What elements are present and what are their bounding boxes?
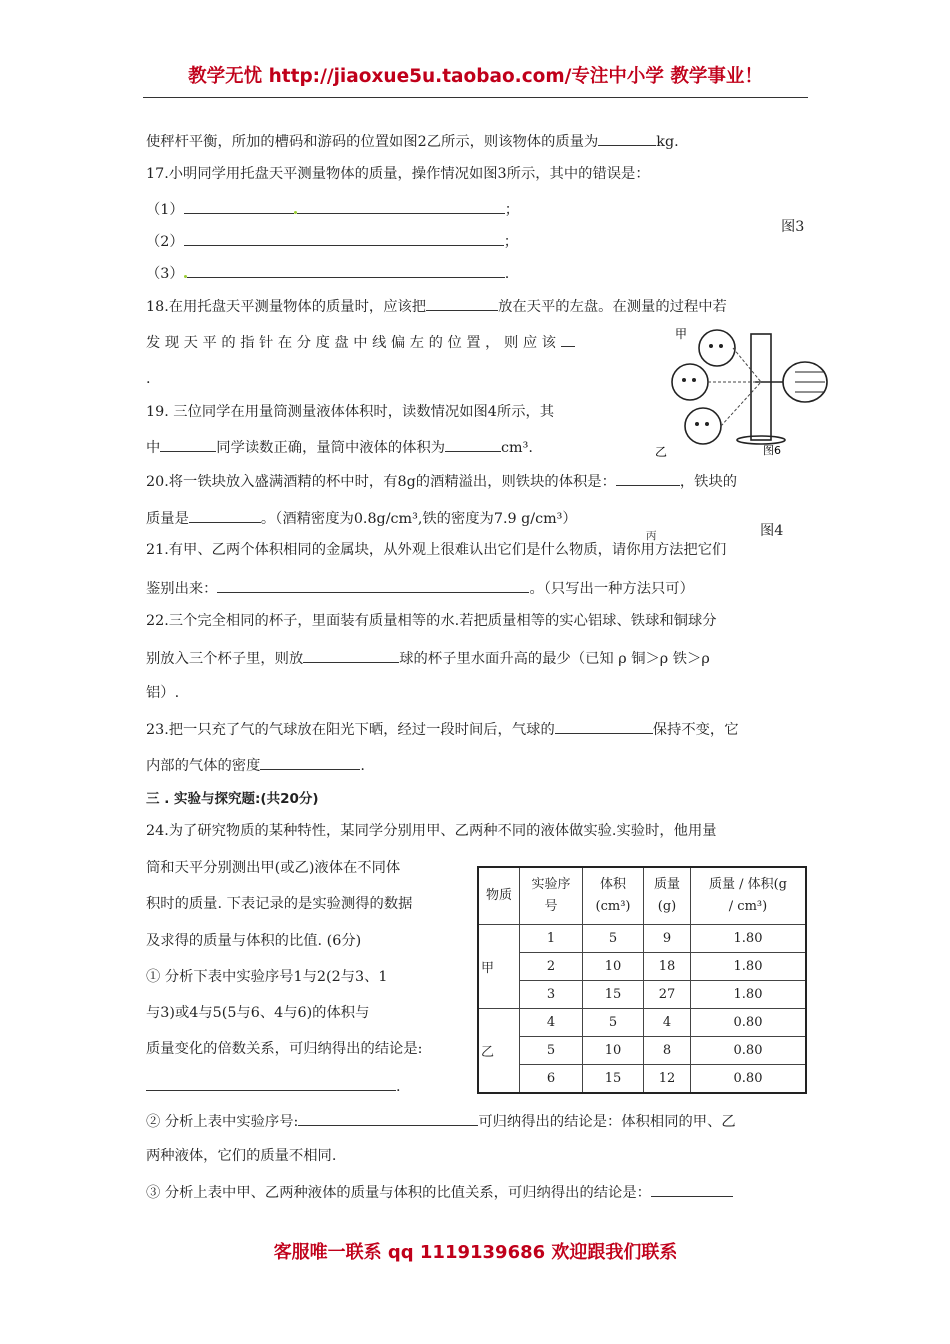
cell: 15: [583, 1065, 644, 1094]
table-row: [478, 1037, 806, 1065]
cell: 8: [644, 1037, 691, 1065]
cell: 4: [644, 1009, 691, 1037]
graduated-cylinder: [751, 334, 771, 440]
cell: 5: [583, 925, 644, 953]
q17-blank-2: （2） ；: [146, 231, 518, 251]
table-row: [478, 981, 806, 1009]
question-24-item-2-line2: 两种液体，它们的质量不相同.: [146, 1148, 337, 1164]
section-3-title: 三 . 实验与探究题:(共20分): [146, 791, 319, 807]
table-row: [478, 953, 806, 981]
question-23-line2: 内部的气体的密度 .: [146, 755, 365, 775]
cell: 5: [520, 1037, 583, 1065]
face-jia: [699, 330, 735, 366]
line-16-end: 使秤杆平衡，所加的槽码和游码的位置如图2乙所示，则该物体的质量为 kg.: [146, 131, 679, 151]
question-20-line1: 20.将一铁块放入盛满酒精的杯中时，有8g的酒精溢出，则铁块的体积是： ，铁块的: [146, 471, 737, 491]
cell: 10: [583, 1037, 644, 1065]
question-24-item-2-line1: ② 分析上表中实验序号: 可归纳得出的结论是：体积相同的甲、乙: [146, 1111, 736, 1131]
header-volume: 体积 (cm³): [583, 867, 644, 925]
figure-4-label: 图4: [760, 523, 784, 539]
label-bing: 丙: [646, 530, 657, 542]
question-18-end: .: [146, 371, 151, 387]
question-24-item-3: ③ 分析上表中甲、乙两种液体的质量与体积的比值关系，可归纳得出的结论是：: [146, 1182, 733, 1202]
question-22-line2: 别放入三个杯子里，则放 球的杯子里水面升高的最少（已知 ρ 铜＞ρ 铁＞ρ: [146, 648, 710, 668]
cell: 15: [583, 981, 644, 1009]
question-24-line6: 与3)或4与5(5与6、4与6)的体积与: [146, 1005, 370, 1021]
label-jia: 甲: [675, 327, 688, 341]
question-19-line2: 中 同学读数正确，量筒中液体的体积为 cm³.: [146, 437, 533, 457]
question-21-line2: 鉴别出来： 。（只写出一种方法只可）: [146, 578, 694, 598]
cell: 4: [520, 1009, 583, 1037]
question-24-line3: 积时的质量. 下表记录的是实验测得的数据: [146, 896, 413, 912]
experiment-data-table: [477, 866, 807, 1094]
table-row: [478, 925, 806, 953]
question-19-line1: 19. 三位同学在用量筒测量液体体积时，读数情况如图4所示，其: [146, 404, 555, 420]
question-18-line2: 发 现 天 平 的 指 针 在 分 度 盘 中 线 偏 左 的 位 置 ， 则 应 该: [146, 332, 575, 352]
q17-blank-3: （3） .: [146, 263, 509, 283]
q17-blank-1: （1） ；: [146, 199, 519, 219]
header-mass: 质量 (g): [644, 867, 691, 925]
table-row: [478, 1065, 806, 1094]
cell: 1.80: [691, 953, 807, 981]
header-divider: [143, 97, 808, 98]
table-row: [478, 1009, 806, 1037]
group-jia: 甲: [478, 925, 520, 1009]
cell: 10: [583, 953, 644, 981]
cell: 1.80: [691, 925, 807, 953]
question-18-line1: 18.在用托盘天平测量物体的质量时，应该把 放在天平的左盘。在测量的过程中若: [146, 296, 727, 316]
group-yi: 乙: [478, 1009, 520, 1094]
cell: 27: [644, 981, 691, 1009]
cell: 1.80: [691, 981, 807, 1009]
question-24-line7: 质量变化的倍数关系，可归纳得出的结论是:: [146, 1041, 423, 1057]
header-ratio: 质量 / 体积(g / cm³): [691, 867, 807, 925]
question-24-line2: 筒和天平分别测出甲(或乙)液体在不同体: [146, 860, 401, 876]
header-seq: 实验序 号: [520, 867, 583, 925]
table-header-row: [478, 867, 806, 925]
figure-3-label: 图3: [781, 219, 805, 235]
cell: 9: [644, 925, 691, 953]
cell: 3: [520, 981, 583, 1009]
cell: 18: [644, 953, 691, 981]
question-24-line4: 及求得的质量与体积的比值. (6分): [146, 933, 362, 949]
page-footer: 客服唯一联系 qq 1119139686 欢迎跟我们联系: [273, 1242, 678, 1263]
cell: 6: [520, 1065, 583, 1094]
question-23-line1: 23.把一只充了气的气球放在阳光下晒，经过一段时间后，气球的 保持不变，它: [146, 719, 739, 739]
face-bing: [672, 364, 708, 400]
face-yi: [685, 408, 721, 444]
cell: 5: [583, 1009, 644, 1037]
question-20-line2: 质量是 。（酒精密度为0.8g/cm³,铁的密度为7.9 g/cm³）: [146, 508, 577, 528]
question-22-line3: 铝）.: [146, 685, 180, 701]
question-22-line1: 22.三个完全相同的杯子，里面装有质量相等的水.若把质量相等的实心铝球、铁球和铜球分: [146, 613, 717, 629]
cell: 12: [644, 1065, 691, 1094]
cell: 2: [520, 953, 583, 981]
label-yi: 乙: [655, 445, 668, 459]
figure-4-cylinder-reading: [655, 316, 847, 464]
question-24-blank-1: .: [146, 1076, 401, 1096]
label-fig6: 图6: [763, 444, 781, 457]
question-21-line1: 21.有甲、乙两个体积相同的金属块，从外观上很难认出它们是什么物质，请你用方法把它们: [146, 542, 727, 558]
cell: 0.80: [691, 1009, 807, 1037]
cell: 0.80: [691, 1065, 807, 1094]
header-substance: 物质: [478, 867, 520, 925]
cell: 0.80: [691, 1037, 807, 1065]
question-24-line5: ① 分析下表中实验序号1与2(2与3、1: [146, 969, 388, 985]
question-24-line1: 24.为了研究物质的某种特性，某同学分别用甲、乙两种不同的液体做实验.实验时，他用量: [146, 823, 717, 839]
question-17: 17.小明同学用托盘天平测量物体的质量，操作情况如图3所示，其中的错误是：: [146, 166, 650, 182]
cell: 1: [520, 925, 583, 953]
page-header: 教学无忧 http://jiaoxue5u.taobao.com/专注中小学 教学事业！: [188, 66, 763, 87]
